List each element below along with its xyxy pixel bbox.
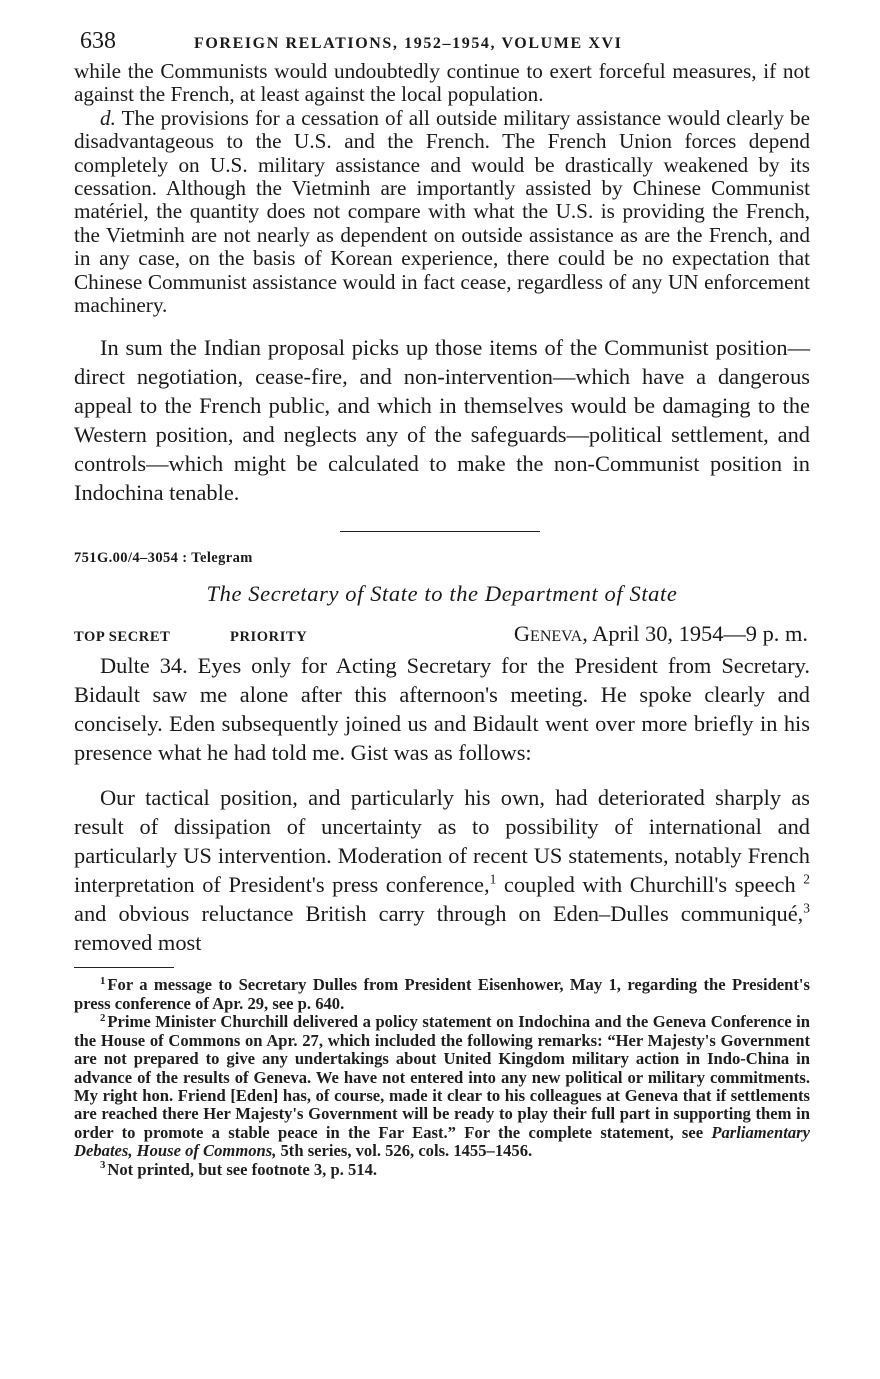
paragraph-summary: In sum the Indian proposal picks up those items of the Communist position—direct negotiation, cease-fire, and non-intervention—which have a dangerous appeal to the French public, and which in themselves would be damaging to the Western position, and neglects any of the safeguards—political settlement, and controls—which might be calculated to make the non-Communist position in Indochina tenable. [74, 335, 810, 506]
dateline-place: Geneva [513, 621, 583, 647]
footnote-mark: 2 [100, 1011, 106, 1024]
footnote-ref-1: 1 [489, 872, 497, 887]
footnote-divider [74, 967, 174, 968]
document-title: The Secretary of State to the Department of State [206, 581, 678, 607]
footnote-text: Not printed, but see footnote 3, p. 514. [107, 1159, 378, 1179]
telegram-paragraph-1: Dulte 34. Eyes only for Acting Secretary for the President from Secretary. Bidault saw me alone after this afternoon's meeting. He spoke clearly and concisely. Eden subsequently joined us and Bidault went over more briefly in his presence what he had told me. Gist was as follows: [74, 653, 810, 766]
footnote-mark: 3 [100, 1159, 106, 1171]
telegram-text: Our tactical position, and particularly his own, had deteriorated sharply as result of dissipation of uncertainty as to possibility of international and particularly US intervention. Moderation of recent US statements, notably French interpretation of President's press conference, [74, 785, 810, 898]
dateline [514, 621, 808, 647]
paragraph-continued: while the Communists would undoubtedly continue to exert forceful measures, if not against the French, at least against the local population. [74, 59, 810, 107]
paragraph-d [74, 107, 810, 318]
dateline-row [74, 619, 810, 649]
telegram-text: coupled with Churchill's speech [496, 872, 804, 898]
telegram-text: removed most [74, 930, 202, 956]
paragraph-d-label: d. [100, 105, 116, 130]
footnote-mark: 1 [100, 974, 106, 987]
footnote-citation: Parliamentary Debates, House of Commons, [74, 1122, 810, 1161]
running-head [74, 28, 810, 60]
page-number: 638 [80, 28, 116, 54]
precedence-label: PRIORITY [230, 629, 308, 646]
footnote-text: Prime Minister Churchill delivered a policy statement on Indochina and the Geneva Conference in the House of Commons on Apr. 27, which included the following remarks: “Her Majesty's Government are not prepared to give any undertakings about United Kingdom military action in Indo-China in advance of the results of Geneva. We have not entered into any new political or military commitments. My right hon. Friend [Eden] has, of course, made it clear to his colleagues at Geneva that if settlements are reached there Her Majesty's Government will be ready to play their full part in supporting them in order to promote a stable peace in the Far East.” For the complete statement, see [74, 1012, 810, 1142]
dateline-date: , April 30, 1954—9 p. m. [582, 621, 808, 647]
file-number: 751G.00/4–3054 : Telegram [74, 550, 253, 567]
telegram-paragraph-2 [74, 783, 810, 957]
document-page [74, 28, 810, 1179]
footnote-text: 5th series, vol. 526, cols. 1455–1456. [276, 1141, 533, 1161]
classification-label: TOP SECRET [74, 629, 171, 646]
running-title: FOREIGN RELATIONS, 1952–1954, VOLUME XVI [194, 35, 623, 52]
telegram-text: and obvious reluctance British carry through on Eden–Dulles communiqué, [74, 901, 804, 927]
footnote-3 [74, 1161, 810, 1179]
paragraph-d-text: The provisions for a cessation of all outside military assistance would clearly be disadvantageous to the U.S. and the French. The French Union forces depend completely on U.S. military assistance and would be drastically weakened by its cessation. Although the Vietminh are importantly assisted by Chinese Communist matériel, the quantity does not compare with what the U.S. is providing the French, the Vietminh are not nearly as dependent on outside assistance as are the French, and in any case, on the basis of Korean experience, there could be no expectation that Chinese Communist assistance would in fact cease, regardless of any UN enforcement machinery. [74, 105, 810, 318]
section-divider [340, 531, 540, 532]
footnotes [74, 976, 810, 1178]
footnote-ref-3: 3 [803, 901, 810, 916]
footnote-2 [74, 1013, 810, 1160]
footnote-1 [74, 976, 810, 1013]
footnote-ref-2: 2 [803, 872, 810, 887]
footnote-text: For a message to Secretary Dulles from President Eisenhower, May 1, regarding the President's press conference of Apr. 29, see p. 640. [74, 975, 810, 1013]
